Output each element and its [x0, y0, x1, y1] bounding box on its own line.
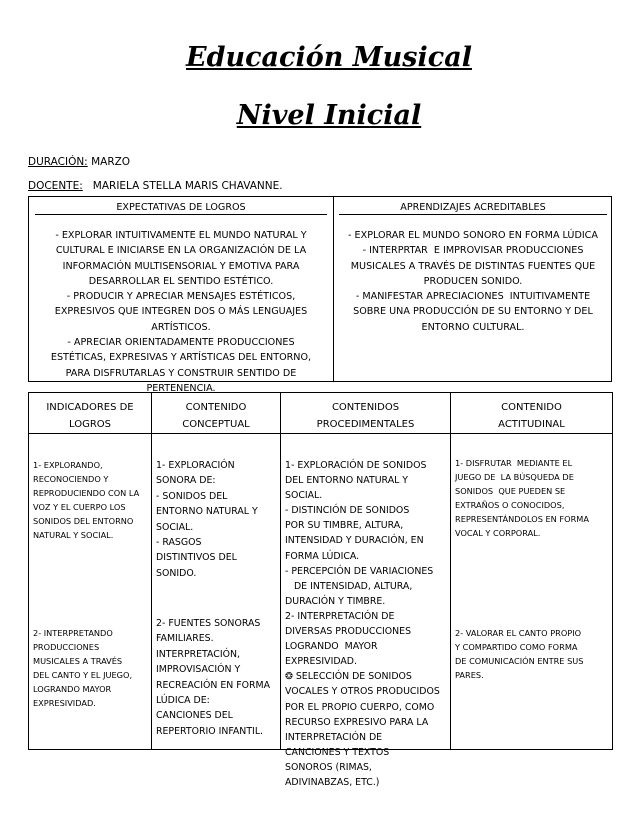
conceptual-line: CANCIONES DEL [156, 710, 233, 722]
docente-line [28, 180, 283, 192]
actitudinal-line: SONIDOS QUE PUEDEN SE [455, 486, 566, 496]
indicador-line: REPRODUCIENDO CON LA [33, 488, 140, 498]
indicador-item [33, 626, 148, 710]
cell-indicadores [29, 434, 152, 750]
conceptual-line: RECREACIÓN EN FORMA [156, 679, 271, 691]
indicador-line: 1- EXPLORANDO, [33, 460, 103, 470]
expectativa-line: ARTÍSTICOS. [151, 321, 211, 333]
conceptual-line: SONIDO. [156, 567, 197, 579]
aprendizaje-line: - EXPLORAR EL MUNDO SONORO EN FORMA LÚDICA [348, 230, 598, 241]
procedimental-line: DURACIÓN Y TIMBRE. [285, 595, 386, 607]
duracion-line [28, 156, 130, 168]
cell-procedimentales [281, 434, 451, 788]
aprendizaje-line: MUSICALES A TRAVÉS DE DISTINTAS FUENTES QUE [350, 260, 596, 272]
header-line: CONTENIDO [185, 402, 247, 413]
header-line: CONTENIDO [501, 402, 562, 413]
procedimental-line: INTERPRETACIÓN DE [285, 731, 383, 743]
aprendizaje-line: ENTORNO CULTURAL. [421, 321, 525, 333]
procedimental-line: ❂ SELECCIÓN DE SONIDOS [285, 671, 412, 683]
docente-label: DOCENTE: [28, 180, 83, 192]
aprendizajes-list [337, 228, 609, 335]
cell-actitudinal [451, 434, 613, 750]
procedimental-line: ADIVINABZAS, ETC.) [285, 776, 380, 788]
header-line: CONCEPTUAL [182, 419, 250, 430]
procedimental-line: - PERCEPCIÓN DE VARIACIONES [285, 565, 434, 577]
expectativa-line: EXPRESIVOS QUE INTEGREN DOS O MÁS LENGUAJES [54, 306, 308, 318]
procedimental-list [285, 458, 447, 790]
actitudinal-item [455, 456, 609, 540]
procedimental-line: SONOROS (RIMAS, [285, 761, 372, 773]
duracion-value: MARZO [87, 156, 131, 168]
header-line: LOGROS [68, 419, 111, 430]
procedimental-line: 1- EXPLORACIÓN DE SONIDOS [285, 460, 427, 471]
conceptual-line: SONORA DE: [156, 475, 216, 487]
conceptual-line: LÚDICA DE: [156, 695, 210, 707]
actitudinal-line: VOCAL Y CORPORAL. [455, 528, 541, 538]
procedimental-line: INTENSIDAD Y DURACIÓN, EN [285, 535, 424, 547]
procedimental-line: DIVERSAS PRODUCCIONES [285, 626, 412, 638]
actitudinal-line: JUEGO DE LA BÚSQUEDA DE [455, 472, 574, 482]
actitudinal-item [455, 626, 609, 682]
expectativas-column [33, 197, 329, 396]
procedimental-line: POR EL PROPIO CUERPO, COMO [285, 701, 435, 713]
document-subtitle: Nivel Inicial [236, 100, 422, 131]
actitudinal-line: PARES. [455, 670, 484, 680]
indicador-line: LOGRANDO MAYOR [33, 684, 112, 694]
indicador-line: NATURAL Y SOCIAL. [33, 530, 114, 540]
procedimental-line: POR SU TIMBRE, ALTURA, [285, 520, 404, 532]
procedimental-line: VOCALES Y OTROS PRODUCIDOS [285, 686, 440, 698]
expectativas-aprendizajes-box [28, 196, 612, 394]
procedimental-line: EXPRESIVIDAD. [285, 656, 357, 668]
header-line: PROCEDIMENTALES [316, 419, 415, 430]
expectativas-list [33, 228, 329, 396]
aprendizaje-line: - MANIFESTAR APRECIACIONES INTUITIVAMENTE [355, 291, 591, 303]
header-line: INDICADORES DE [46, 402, 134, 413]
procedimental-line: LOGRANDO MAYOR [285, 641, 378, 653]
procedimental-line: - DISTINCIÓN DE SONIDOS [285, 505, 410, 517]
expectativa-line: - PRODUCIR Y APRECIAR MENSAJES ESTÉTICOS, [66, 291, 296, 303]
conceptual-line: - RASGOS [156, 537, 202, 549]
indicador-item [33, 458, 148, 542]
header-conceptual [152, 393, 281, 434]
expectativa-line: CULTURAL E INICIARSE EN LA ORGANIZACIÓN DE LA [55, 245, 307, 257]
table-header-row [29, 393, 613, 434]
indicador-line: EXPRESIVIDAD. [33, 698, 96, 708]
conceptual-line: SOCIAL. [156, 521, 194, 533]
procedimental-line: DE INTENSIDAD, ALTURA, [285, 580, 413, 592]
aprendizaje-line: PRODUCEN SONIDO. [423, 275, 523, 287]
header-indicadores [29, 393, 152, 434]
header-actitudinal [451, 393, 613, 434]
aprendizajes-column [337, 197, 609, 335]
procedimental-line: RECURSO EXPRESIVO PARA LA [285, 716, 429, 728]
conceptual-line: ENTORNO NATURAL Y [156, 506, 258, 518]
indicador-line: RECONOCIENDO Y [33, 474, 109, 484]
expectativa-line: PERTENENCIA. [146, 382, 216, 394]
conceptual-line: - SONIDOS DEL [156, 490, 228, 502]
aprendizaje-line: SOBRE UNA PRODUCCIÓN DE SU ENTORNO Y DEL [353, 306, 593, 318]
expectativas-header: EXPECTATIVAS DE LOGROS [35, 197, 327, 215]
expectativa-line: DESARROLLAR EL SENTIDO ESTÉTICO. [88, 275, 274, 287]
conceptual-line: IMPROVISACIÓN Y [156, 664, 241, 676]
aprendizajes-header: APRENDIZAJES ACREDITABLES [339, 197, 607, 215]
conceptual-line: DISTINTIVOS DEL [156, 552, 237, 564]
header-procedimentales [281, 393, 451, 434]
procedimental-line: CANCIONES Y TEXTOS [285, 746, 390, 758]
table-body-row [29, 434, 613, 750]
actitudinal-line: Y COMPARTIDO COMO FORMA [455, 642, 578, 652]
actitudinal-line: EXTRAÑOS O CONOCIDOS, [455, 500, 565, 510]
contenidos-table [28, 392, 613, 788]
procedimental-line: FORMA LÚDICA. [285, 550, 360, 562]
procedimental-line: DEL ENTORNO NATURAL Y [285, 475, 409, 487]
column-divider [333, 197, 334, 381]
conceptual-line: REPERTORIO INFANTIL. [156, 725, 264, 737]
expectativa-line: ESTÉTICAS, EXPRESIVAS Y ARTÍSTICAS DEL ENTORNO, [50, 352, 312, 364]
expectativa-line: PARA DISFRUTARLAS Y CONSTRUIR SENTIDO DE [65, 367, 297, 379]
indicador-line: VOZ Y EL CUERPO LOS [33, 502, 126, 512]
conceptual-line: 2- FUENTES SONORAS [156, 618, 261, 629]
expectativa-line: - APRECIAR ORIENTADAMENTE PRODUCCIONES [67, 337, 295, 349]
actitudinal-line: REPRESENTÁNDOLOS EN FORMA [455, 514, 589, 524]
conceptual-line: INTERPRETACIÓN, [156, 648, 240, 660]
procedimental-line: SOCIAL. [285, 490, 323, 502]
actitudinal-line: 1- DISFRUTAR MEDIANTE EL [455, 458, 573, 468]
indicador-line: DEL CANTO Y EL JUEGO, [33, 670, 133, 680]
indicador-line: SONIDOS DEL ENTORNO [33, 516, 134, 526]
document-title: Educación Musical [186, 42, 472, 73]
docente-value: MARIELA STELLA MARIS CHAVANNE. [82, 180, 283, 192]
actitudinal-line: DE COMUNICACIÓN ENTRE SUS [455, 656, 584, 666]
duracion-label: DURACIÓN: [28, 156, 88, 168]
conceptual-item [156, 616, 277, 739]
indicador-line: 2- INTERPRETANDO [33, 628, 113, 638]
indicador-line: PRODUCCIONES [33, 642, 100, 652]
cell-conceptual [152, 434, 281, 750]
conceptual-line: FAMILIARES. [156, 633, 214, 645]
aprendizaje-line: - INTERPRTAR E IMPROVISAR PRODUCCIONES [362, 245, 584, 257]
expectativa-line: INFORMACIÓN MULTISENSORIAL Y EMOTIVA PARA [62, 260, 300, 272]
conceptual-line: 1- EXPLORACIÓN [156, 460, 235, 471]
header-line: CONTENIDOS [331, 402, 400, 413]
expectativa-line: - EXPLORAR INTUITIVAMENTE EL MUNDO NATURAL Y [55, 230, 307, 241]
indicador-line: MUSICALES A TRAVÉS [33, 656, 123, 666]
header-line: ACTITUDINAL [498, 419, 565, 430]
procedimental-line: 2- INTERPRETACIÓN DE [285, 610, 395, 622]
conceptual-item [156, 458, 277, 581]
actitudinal-line: 2- VALORAR EL CANTO PROPIO [455, 628, 582, 638]
